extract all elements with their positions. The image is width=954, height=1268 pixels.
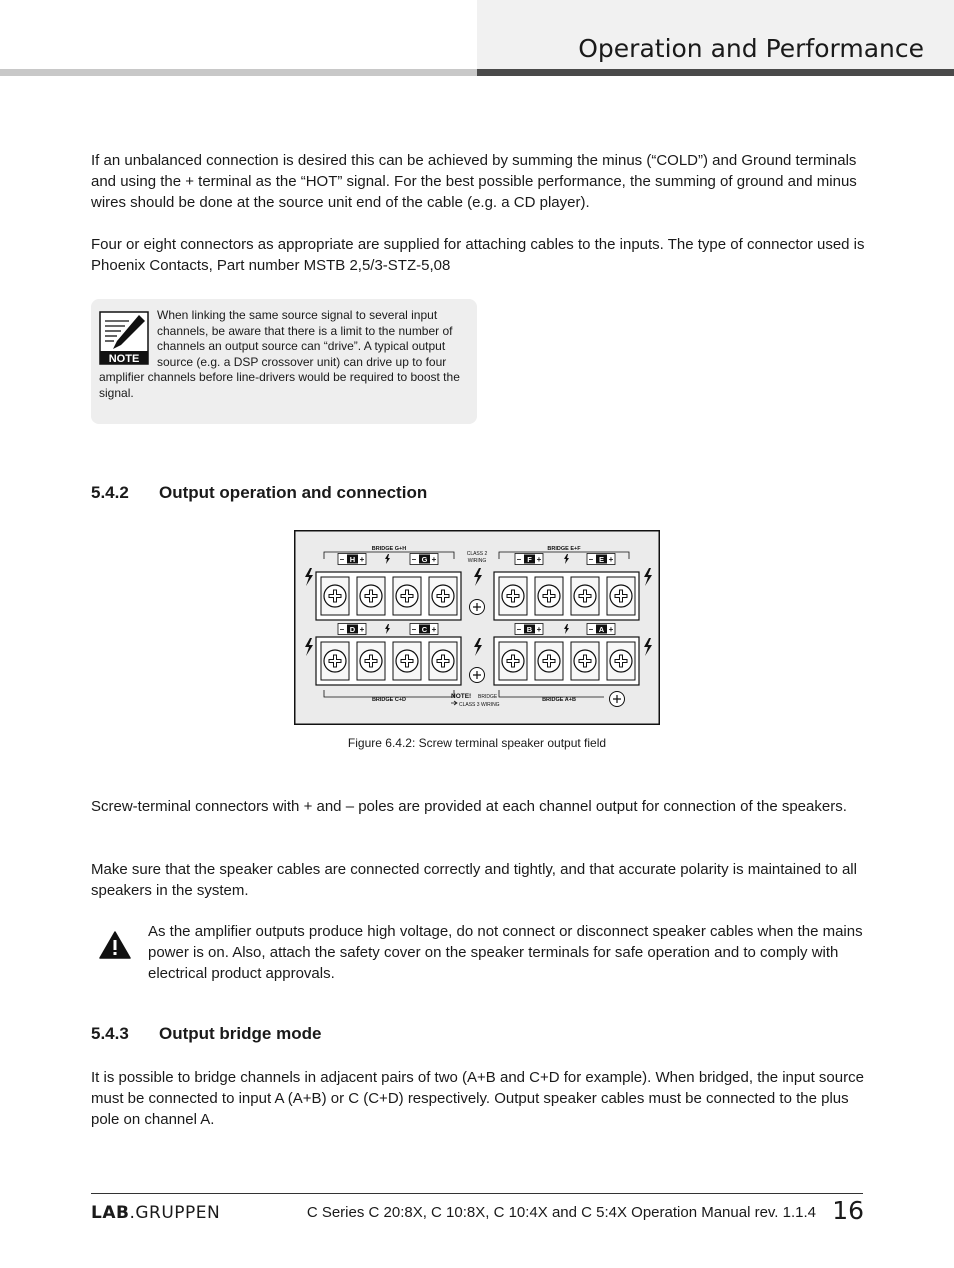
section-heading-output-bridge — [91, 1024, 321, 1044]
channel-letter: H — [349, 555, 356, 564]
class3-label: CLASS 3 WIRING — [459, 702, 500, 708]
wiring-label: WIRING — [467, 558, 487, 564]
header-rule-right — [477, 69, 954, 76]
page-header-title: Operation and Performance — [578, 34, 924, 63]
channel-letter: A — [598, 625, 605, 634]
warning-text: As the amplifier outputs produce high voltage, do not connect or disconnect speaker cables when the mains power is on. Also, attach the safety cover on the speaker terminals for safe operation and to comply with electrical product approvals. — [148, 923, 863, 982]
section-heading-output-operation — [91, 483, 427, 503]
plus-sign: + — [608, 555, 614, 564]
minus-sign: – — [339, 555, 345, 564]
minus-sign: – — [516, 625, 522, 634]
figure-note-label: NOTE! — [451, 693, 472, 700]
plus-sign: + — [608, 625, 614, 634]
minus-sign: – — [516, 555, 522, 564]
minus-sign: – — [411, 555, 417, 564]
footer-rule — [91, 1193, 863, 1194]
section-number: 5.4.2 — [91, 483, 129, 502]
class2-label: CLASS 2 — [466, 551, 488, 557]
bridge-ab-label: BRIDGE A+B — [542, 697, 576, 703]
bridge-cd-label: BRIDGE C+D — [371, 697, 407, 703]
minus-sign: – — [411, 625, 417, 634]
plus-sign: + — [359, 625, 365, 634]
section-number: 5.4.3 — [91, 1024, 129, 1043]
header-rule-left — [0, 69, 477, 76]
warning-triangle-icon — [99, 931, 131, 959]
paragraph-unbalanced: If an unbalanced connection is desired this can be achieved by summing the minus (“COLD”) and Ground terminals and using the + terminal as the “HOT” signal. For the best possible performance, the summing of ground and minus wires should be done at the source unit end of the cable (e.g. a CD player). — [91, 152, 857, 211]
channel-letter: G — [421, 555, 428, 564]
plus-sign: + — [536, 625, 542, 634]
figure-caption: Figure 6.4.2: Screw terminal speaker output field — [347, 736, 607, 750]
bridge-ef-label: BRIDGE E+F — [547, 546, 581, 552]
plus-sign: + — [359, 555, 365, 564]
paragraph-bridge: It is possible to bridge channels in adjacent pairs of two (A+B and C+D for example). When bridged, the input source must be connected to input A (A+B) or C (C+D) respectively. Output speaker cables must be connected to the plus pole on channel A. — [91, 1069, 864, 1128]
section-title: Output bridge mode — [159, 1024, 322, 1043]
minus-sign: – — [588, 625, 594, 634]
plus-sign: + — [431, 555, 437, 564]
paragraph-screw-terminals: Screw-terminal connectors with + and – poles are provided at each channel output for connection of the speakers. — [91, 798, 847, 815]
footer-document-title: C Series C 20:8X, C 10:8X, C 10:4X and C 5:4X Operation Manual rev. 1.1.4 — [306, 1204, 816, 1221]
lab-gruppen-logo: LAB.GRUPPEN — [91, 1203, 221, 1223]
plus-sign: + — [536, 555, 542, 564]
channel-letter: F — [527, 555, 532, 564]
page-number: 16 — [832, 1196, 864, 1225]
paragraph-polarity: Make sure that the speaker cables are connected correctly and tightly, and that accurate polarity is maintained to all speakers in the system. — [91, 861, 857, 899]
minus-sign: – — [339, 625, 345, 634]
note-box — [91, 299, 477, 424]
screw-terminal-figure — [294, 530, 660, 725]
bridge-gh-label: BRIDGE G+H — [371, 546, 407, 552]
channel-letter: B — [526, 625, 533, 634]
channel-letter: D — [349, 625, 356, 634]
note-icon-label: NOTE — [108, 353, 140, 365]
note-text: When linking the same source signal to several input channels, be aware that there is a limit to the number of channels an output source can “drive”. A typical output source (e.g. a DSP crossover unit) can drive up to four amplifier channels before line-drivers would be required to boost the signal. — [99, 308, 460, 400]
section-title: Output operation and connection — [159, 483, 428, 502]
channel-letter: C — [421, 625, 428, 634]
channel-letter: E — [598, 555, 605, 564]
paragraph-connectors: Four or eight connectors as appropriate are supplied for attaching cables to the inputs. The type of connector used is Phoenix Contacts, Part number MSTB 2,5/3-STZ-5,08 — [91, 236, 865, 274]
plus-sign: + — [431, 625, 437, 634]
minus-sign: – — [588, 555, 594, 564]
figure-bridge-label: BRIDGE — [478, 694, 498, 700]
